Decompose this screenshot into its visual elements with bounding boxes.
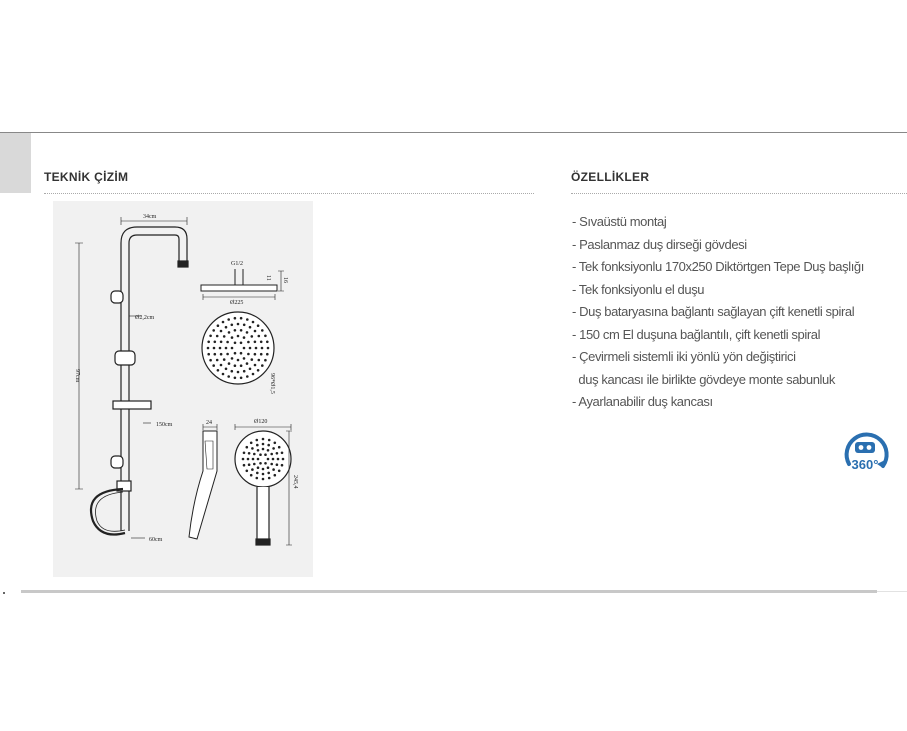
features-heading: ÖZELLİKLER: [571, 170, 650, 184]
technical-drawing: [53, 201, 313, 577]
dim-handshower-diameter: Ø120: [254, 419, 268, 425]
hose: [91, 489, 125, 535]
feature-item: - Tek fonksiyonlu 170x250 Diktörtgen Tepe Duş başlığı: [572, 259, 864, 274]
technical-drawing-heading: TEKNİK ÇİZİM: [44, 170, 129, 184]
view-360-button[interactable]: [839, 430, 891, 482]
dim-head-diameter: Ø225: [230, 300, 244, 306]
dim-thread: G1/2: [231, 261, 243, 267]
dim-height: 97cm: [74, 369, 80, 383]
dim-24: 24: [206, 420, 212, 426]
soap-dish: [113, 401, 151, 409]
left-heading-rule: [44, 193, 534, 194]
bottom-divider: [21, 590, 877, 593]
shower-arm: [121, 227, 187, 261]
feature-item: - Tek fonksiyonlu el duşu: [572, 281, 705, 297]
right-heading-rule: [571, 193, 907, 194]
dim-handshower-length: 245,4: [292, 475, 298, 489]
dim-11: 11: [265, 275, 271, 281]
wall-bracket-bottom: [111, 456, 123, 468]
top-divider: [0, 132, 907, 133]
section-tab: [0, 133, 31, 193]
badge-360-label: 360°: [851, 457, 879, 472]
feature-item: - Duş bataryasına bağlantı sağlayan çift kenetli spiral: [572, 304, 855, 319]
feature-item: duş kancası ile birlikte gövdeye monte sabunluk: [572, 371, 835, 387]
shower-head-side: [201, 285, 277, 291]
dim-hose-150: 150cm: [156, 422, 173, 428]
dim-pipe-diameter: Ø2,2cm: [135, 315, 155, 321]
feature-item: - Çevirmeli sistemli iki yönlü yön değiştirici: [572, 349, 796, 364]
feature-item: - Ayarlanabilir duş kancası: [572, 394, 713, 409]
dim-16: 16: [282, 277, 288, 283]
stray-dot: [3, 592, 5, 594]
wall-bracket-top: [111, 291, 123, 303]
bottom-divider-end: [877, 591, 907, 592]
dim-width: 34cm: [143, 214, 157, 220]
features-list: [572, 211, 864, 414]
dim-holes: 96*Ø1,5: [269, 373, 275, 394]
dim-hose-60: 60cm: [149, 537, 163, 543]
feature-item: - 150 cm El duşuna bağlantılı, çift kenetli spiral: [572, 326, 821, 342]
feature-item: - Paslanmaz duş dirseği gövdesi: [572, 236, 747, 252]
vr-headset-icon: [855, 442, 875, 453]
feature-item: - Sıvaüstü montaj: [572, 214, 667, 229]
